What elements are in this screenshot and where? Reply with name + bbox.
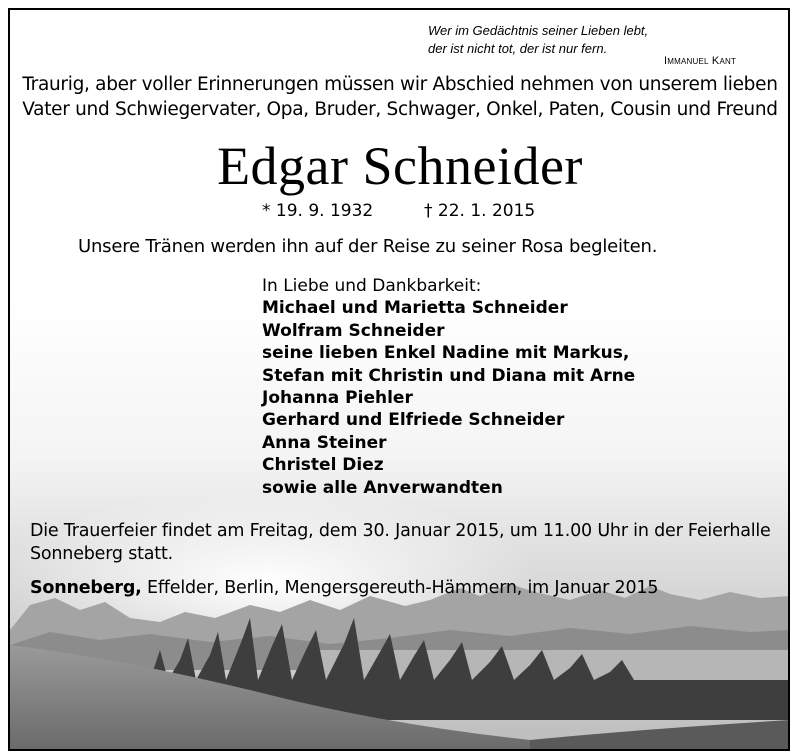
mourner-name: sowie alle Anverwandten: [262, 477, 503, 498]
funeral-service-info: [30, 520, 790, 566]
epigraph-quote: [428, 22, 788, 67]
place-rest: Effelder, Berlin, Mengersgereuth-Hämmern, im Januar 2015: [141, 578, 659, 598]
quote-author: Immanuel Kant: [664, 55, 737, 67]
mourner-name: Stefan mit Christin und Diana mit Arne: [262, 365, 636, 386]
place-and-date: [30, 577, 790, 600]
death-date: † 22. 1. 2015: [424, 201, 536, 221]
mourner-name: Anna Steiner: [262, 432, 387, 453]
intro-text: [0, 72, 800, 122]
quote-line-1: Wer im Gedächtnis seiner Lieben lebt,: [428, 23, 649, 38]
life-dates: [262, 200, 536, 222]
mourner-name: Michael und Marietta Schneider: [262, 298, 568, 319]
place-town: Sonneberg,: [30, 578, 142, 598]
mourner-name: Gerhard und Elfriede Schneider: [262, 410, 565, 431]
quote-line-2: der ist nicht tot, der ist nur fern.: [428, 41, 608, 56]
service-line-1: Die Trauerfeier findet am Freitag, dem 30. Januar 2015, um 11.00 Uhr in der Feierhalle: [30, 521, 771, 541]
mourner-name: seine lieben Enkel Nadine mit Markus,: [262, 343, 630, 364]
deceased-name: Edgar Schneider: [217, 136, 583, 196]
service-line-2: Sonneberg statt.: [30, 544, 173, 564]
mourners-lead: In Liebe und Dankbarkeit:: [262, 276, 482, 296]
memorial-line-text: Unsere Tränen werden ihn auf der Reise zu seiner Rosa begleiten.: [78, 236, 658, 257]
intro-line-1: Traurig, aber voller Erinnerungen müssen wir Abschied nehmen von unserem lieben: [22, 74, 778, 95]
mourners-list: [262, 275, 635, 499]
mourner-name: Wolfram Schneider: [262, 320, 445, 341]
intro-line-2: Vater und Schwiegervater, Opa, Bruder, Schwager, Onkel, Paten, Cousin und Freund: [22, 99, 778, 120]
mourner-name: Christel Diez: [262, 455, 384, 476]
birth-date: * 19. 9. 1932: [262, 201, 374, 221]
mourner-name: Johanna Piehler: [262, 388, 413, 409]
